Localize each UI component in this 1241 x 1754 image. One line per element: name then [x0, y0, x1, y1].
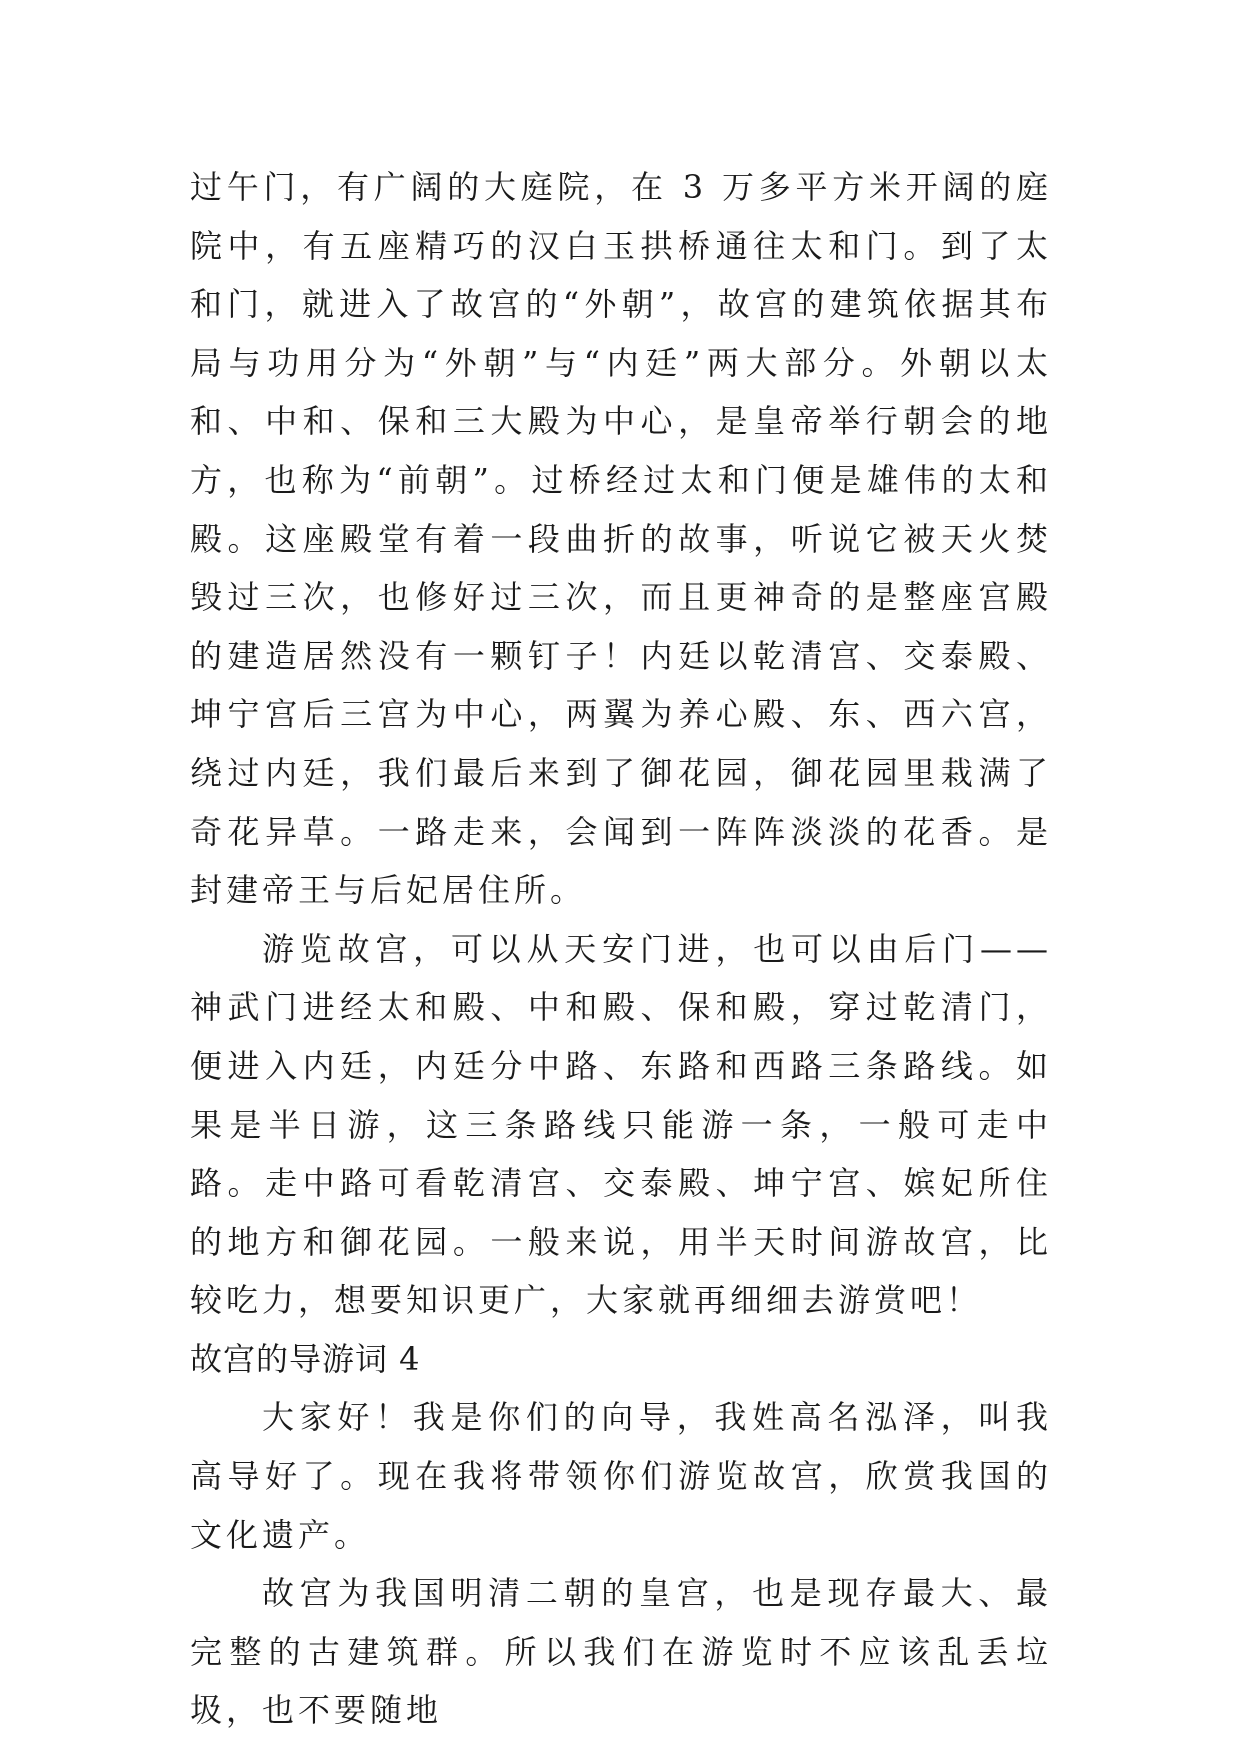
section-heading: 故宫的导游词 4 [190, 1339, 421, 1378]
paragraph-palace-intro: 故宫为我国明清二朝的皇宫，也是现存最大、最完整的古建筑群。所以我们在游览时不应该乱丢垃圾，也不要随地 [190, 1574, 1052, 1730]
paragraph-tour-route: 游览故宫，可以从天安门进，也可以由后门——神武门进经太和殿、中和殿、保和殿，穿过乾清门，便进入内廷，内廷分中路、东路和西路三条路线。如果是半日游，这三条路线只能游一条，一般可走中路。走中路可看乾清宫、交泰殿、坤宁宫、嫔妃所住的地方和御花园。一般来说，用半天时间游故宫，比较吃力，想要知识更广，大家就再细细去游赏吧！ [190, 929, 1052, 1320]
document-body [190, 158, 1052, 1740]
paragraph-guide-greeting: 大家好！我是你们的向导，我姓高名泓泽，叫我高导好了。现在我将带领你们游览故宫，欣赏我国的文化遗产。 [190, 1398, 1052, 1554]
paragraph-wumen-courtyard: 过午门，有广阔的大庭院，在 3 万多平方米开阔的庭院中，有五座精巧的汉白玉拱桥通往太和门。到了太和门，就进入了故宫的“外朝”，故宫的建筑依据其布局与功用分为“外朝”与“内廷”两大部分。外朝以太和、中和、保和三大殿为中心，是皇帝举行朝会的地方，也称为“前朝”。过桥经过太和门便是雄伟的太和殿。这座殿堂有着一段曲折的故事，听说它被天火焚毁过三次，也修好过三次，而且更神奇的是整座宫殿的建造居然没有一颗钉子！内廷以乾清宫、交泰殿、坤宁宫后三宫为中心，两翼为养心殿、东、西六宫，绕过内廷，我们最后来到了御花园，御花园里栽满了奇花异草。一路走来，会闻到一阵阵淡淡的花香。是封建帝王与后妃居住所。 [190, 168, 1052, 910]
